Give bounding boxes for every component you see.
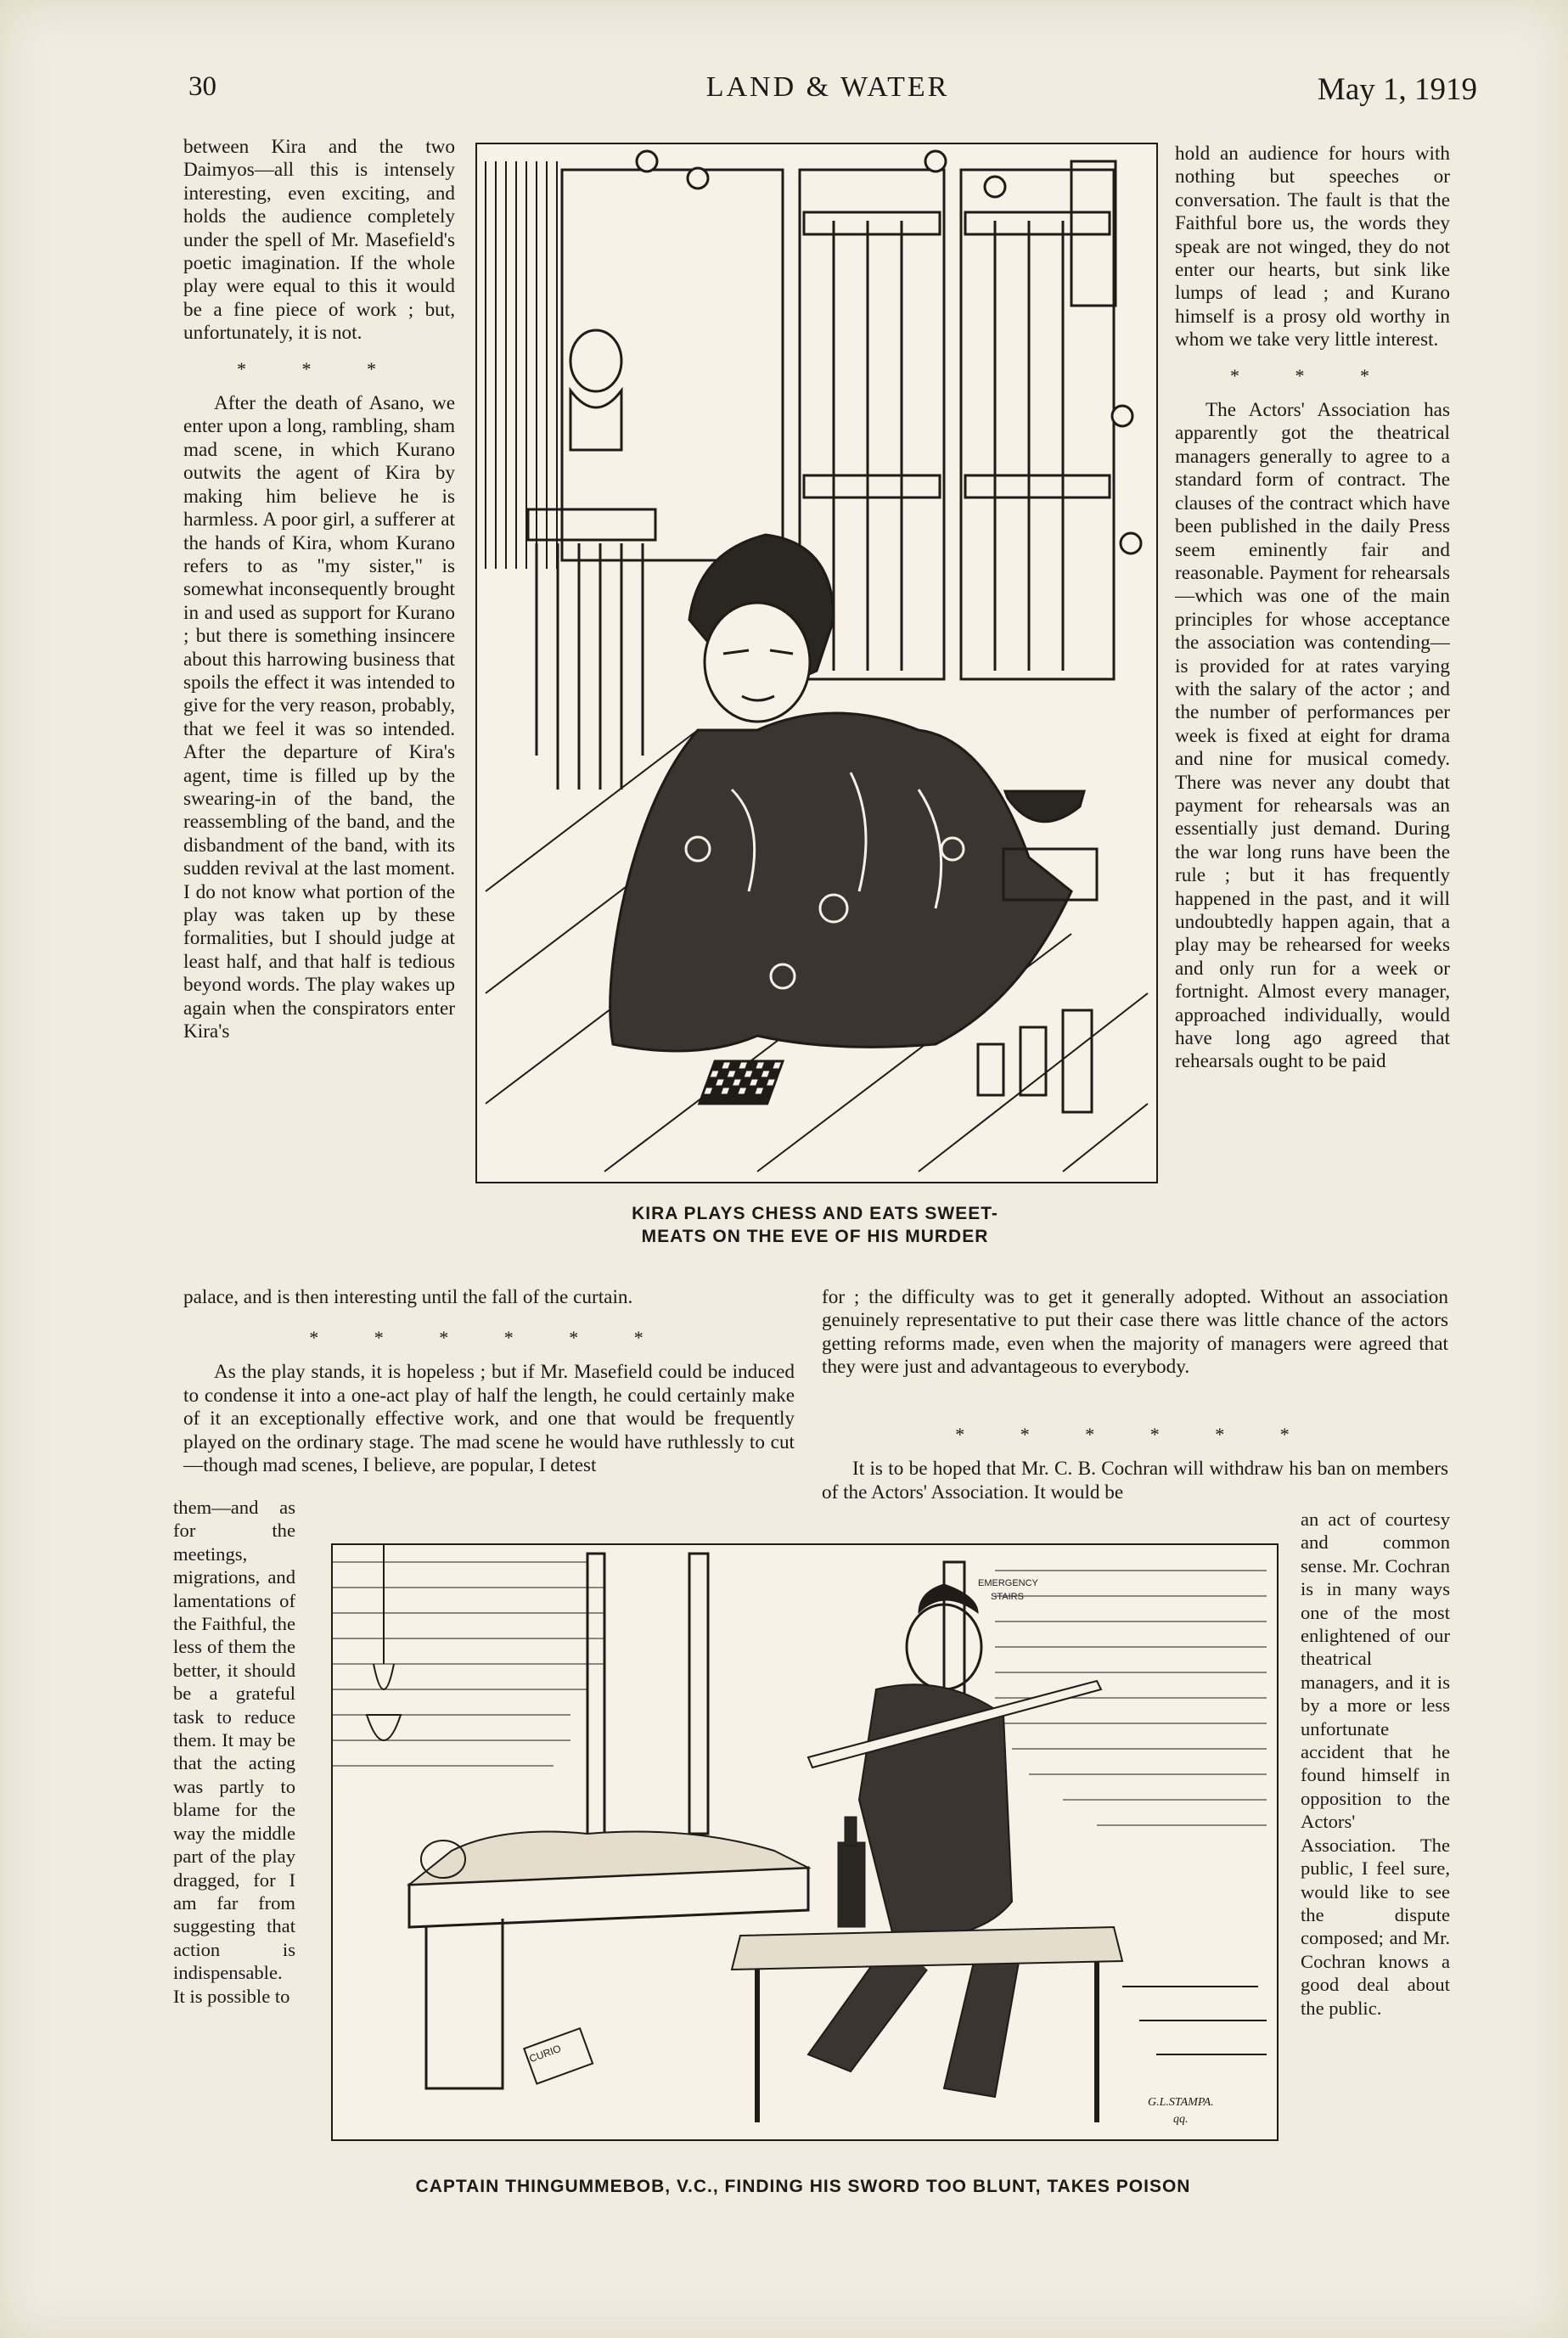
- section-divider: * * * * * *: [309, 1327, 669, 1348]
- left-paragraph-1: between Kira and the two Daimyos—all this is intensely interesting, even exciting, and holds the audience completely under the spell of Mr. Masefield's poetic imagination. If the whole play were equal to this it would be a fine piece of work ; but, unfortunately, it is not.: [183, 136, 455, 345]
- left-paragraph-2: After the death of Asano, we enter upon a long, rambling, sham mad scene, in which Kurano outwits the agent of Kira by making him believe he is harmless. A poor girl, a sufferer at the hands of Kira, whom Kurano refers to as "my sister," is somewhat inconsequently brought in and used as support for Kurano ; but there is something insincere about this harrowing business that spoils the effect it was intended to give for the very reason, probably, that we feel it was so intended. After the departure of Kira's agent, time is filled up by the swearing-in of the band, the reassembling of the band, and the disbandment of the band, with its sudden revival at the last moment. I do not know what portion of the play was taken up by these formalities, but I should judge at least half, and that half is tedious beyond words. The play wakes up again when the conspirators enter Kira's: [183, 392, 455, 1043]
- caption-kira: KIRA PLAYS CHESS AND EATS SWEET- MEATS ON THE EVE OF HIS MURDER: [632, 1204, 998, 1246]
- section-divider: * * *: [237, 357, 402, 379]
- left-narrow-column: [173, 1496, 295, 2008]
- issue-date: May 1, 1919: [1317, 72, 1477, 107]
- page-number: 30: [188, 71, 216, 102]
- kira-drawing: [477, 144, 1156, 1182]
- left-paragraph-3: As the play stands, it is hopeless ; but if Mr. Masefield could be induced to condense it into a one-act play of half the length, he could certainly make of it an exceptionally effective work, and one that would be frequently played on the ordinary stage. The mad scene he would have ruthlessly to cut—though mad scenes, I believe, are popular, I detest: [183, 1361, 795, 1477]
- right-lower-wide: [822, 1411, 1448, 1504]
- right-paragraph-3: It is to be hoped that Mr. C. B. Cochran will withdraw his ban on members of the Actors' Association. It would be: [822, 1458, 1448, 1503]
- left-paragraph-3-cont: them—and as for the meetings, migrations, and lamentations of the Faithful, the less of them the better, it should be a grateful task to reduce them. It may be that the acting was partly to blame for the way the middle part of the play dragged, for I am far from suggesting that action is indispensable. It is possible to: [173, 1497, 295, 2007]
- artist-signature-year: qq.: [1173, 2113, 1189, 2126]
- right-paragraph-1: hold an audience for hours with nothing but speeches or conversation. The fault is that the Faithful bore us, the words they speak are not winged, they do not enter our hearts, but sink like lumps of lead ; and Kurano himself is a prosy old worthy in whom we take very little interest.: [1175, 143, 1450, 351]
- illustration-kira-chess: [475, 143, 1158, 1183]
- right-paragraph-3-cont: an act of courtesy and common sense. Mr. Cochran is in many ways one of the most enlightened of our theatrical managers, and it is by a more or less unfortunate accident that he found himself in opposition to the Actors' Association. The public, I feel sure, would like to see the dispute composed; and Mr. Cochran knows a good deal about the public.: [1301, 1509, 1450, 2019]
- stairs-sign-text: STAIRS: [991, 1592, 1024, 1602]
- captain-drawing: [333, 1545, 1277, 2139]
- section-divider: * * *: [1230, 364, 1395, 386]
- right-column: [1175, 143, 1450, 1074]
- caption-captain: CAPTAIN THINGUMMEBOB, V.C., FINDING HIS SWORD TOO BLUNT, TAKES POISON: [415, 2177, 1191, 2196]
- left-column: [183, 136, 455, 1043]
- right-paragraph-2: The Actors' Association has apparently got the theatrical managers generally to agree to a standard form of contract. The clauses of the contract which have been published in the daily Press seem eminently fair and reasonable. Payment for rehearsals—which was one of the main principles for whose acceptance the association was contending—is provided for at rates varying with the salary of the actor ; and the number of performances per week is fixed at eight for drama and nine for musical comedy. There was never any doubt that payment for rehearsals was an essentially just demand. During the war long runs have been the rule ; but it has frequently happened in the past, and it will undoubtedly happen again, that a play may be rehearsed for weeks and only run for a week or fortnight. Almost every manager, approached individually, would have long ago agreed that rehearsals ought to be paid: [1175, 399, 1450, 1073]
- artist-signature: G.L.STAMPA.: [1148, 2096, 1214, 2109]
- illustration-captain-poison: [331, 1543, 1279, 2141]
- right-narrow-column: [1301, 1508, 1450, 2020]
- left-paragraph-2-end: palace, and is then interesting until the fall of the curtain.: [183, 1286, 633, 1308]
- section-divider: * * * * * *: [955, 1424, 1315, 1445]
- page-header: [178, 71, 1477, 119]
- right-paragraph-2-end: for ; the difficulty was to get it generally adopted. Without an association genuinely representative to put their case there was little chance of the actors getting reforms made, even when the majority of managers were agreed that they were just and advantageous to everybody.: [822, 1286, 1448, 1379]
- left-lower-wide: [183, 1314, 795, 1477]
- publication-title: LAND & WATER: [705, 71, 950, 103]
- emergency-sign-text: EMERGENCY: [978, 1578, 1038, 1588]
- book-label: CURIO: [527, 2042, 563, 2065]
